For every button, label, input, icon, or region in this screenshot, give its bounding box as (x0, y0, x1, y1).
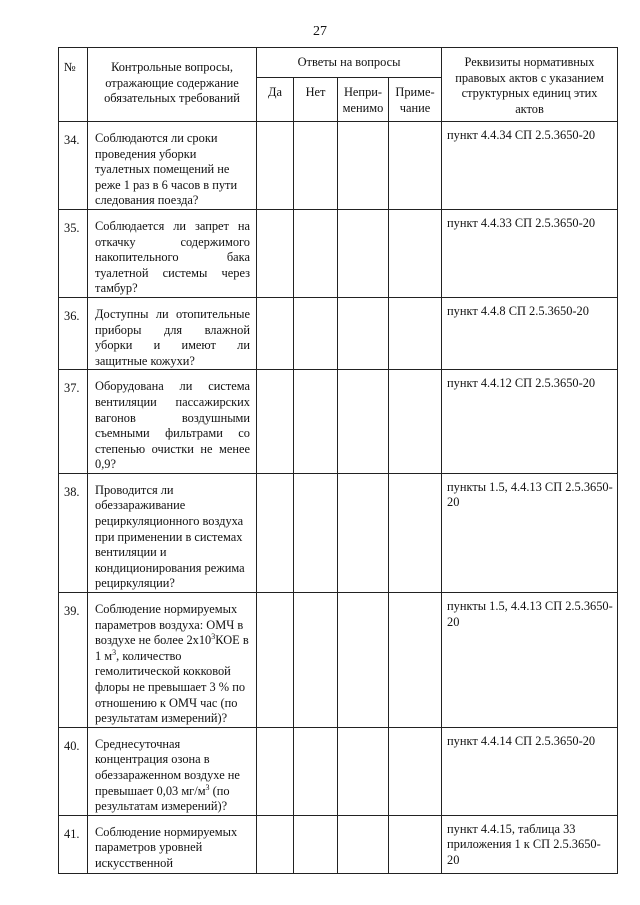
answer-no-cell[interactable] (294, 473, 338, 592)
header-not-applicable: Непри-менимо (338, 78, 389, 122)
row-number: 41. (59, 815, 88, 873)
answer-yes-cell[interactable] (257, 370, 294, 474)
row-reference: пункт 4.4.14 СП 2.5.3650-20 (442, 727, 618, 815)
row-question: Соблюдаются ли сроки проведения уборки туалетных помещений не реже 1 раз в 6 часов в пути следования поезда? (88, 122, 257, 210)
answer-note-cell[interactable] (389, 593, 442, 728)
table-row (59, 297, 618, 369)
row-reference: пункт 4.4.8 СП 2.5.3650-20 (442, 297, 618, 369)
row-number: 40. (59, 727, 88, 815)
header-note: Приме-чание (389, 78, 442, 122)
answer-yes-cell[interactable] (257, 209, 294, 297)
row-number: 37. (59, 370, 88, 474)
answer-na-cell[interactable] (338, 593, 389, 728)
answer-no-cell[interactable] (294, 370, 338, 474)
answer-na-cell[interactable] (338, 122, 389, 210)
answer-note-cell[interactable] (389, 473, 442, 592)
answer-note-cell[interactable] (389, 727, 442, 815)
answer-note-cell[interactable] (389, 297, 442, 369)
header-number: № (59, 48, 88, 122)
header-no: Нет (294, 78, 338, 122)
row-number: 38. (59, 473, 88, 592)
answer-no-cell[interactable] (294, 209, 338, 297)
answer-no-cell[interactable] (294, 297, 338, 369)
answer-na-cell[interactable] (338, 815, 389, 873)
answer-note-cell[interactable] (389, 815, 442, 873)
page-number: 27 (313, 24, 327, 39)
answer-na-cell[interactable] (338, 727, 389, 815)
answer-note-cell[interactable] (389, 370, 442, 474)
table-row (59, 727, 618, 815)
answer-yes-cell[interactable] (257, 297, 294, 369)
row-question: Среднесуточная концентрация озона в обеззараженном воздухе не превышает 0,03 $мг/м^3$ (по результатам измерений)? (88, 727, 257, 815)
row-reference: пункт 4.4.12 СП 2.5.3650-20 (442, 370, 618, 474)
answer-note-cell[interactable] (389, 209, 442, 297)
header-question: Контрольные вопросы, отражающие содержание обязательных требований (88, 48, 257, 122)
table-row (59, 815, 618, 873)
header-yes: Да (257, 78, 294, 122)
answer-na-cell[interactable] (338, 370, 389, 474)
row-question: Проводится ли обеззараживание рециркуляционного воздуха при применении в системах вентиляции и кондиционирования режима рециркуляции? (88, 473, 257, 592)
answer-na-cell[interactable] (338, 473, 389, 592)
answer-yes-cell[interactable] (257, 815, 294, 873)
row-number: 36. (59, 297, 88, 369)
row-reference: пункты 1.5, 4.4.13 СП 2.5.3650-20 (442, 593, 618, 728)
row-question: Соблюдается ли запрет на откачку содержимого накопительного бака туалетной системы через тамбур? (88, 209, 257, 297)
row-reference: пункт 4.4.33 СП 2.5.3650-20 (442, 209, 618, 297)
row-reference: пункты 1.5, 4.4.13 СП 2.5.3650-20 (442, 473, 618, 592)
answer-note-cell[interactable] (389, 122, 442, 210)
row-question: Соблюдение нормируемых параметров уровней искусственной (88, 815, 257, 873)
table-row (59, 122, 618, 210)
answer-na-cell[interactable] (338, 297, 389, 369)
row-number: 35. (59, 209, 88, 297)
row-number: 34. (59, 122, 88, 210)
row-reference: пункт 4.4.15, таблица 33 приложения 1 к СП 2.5.3650-20 (442, 815, 618, 873)
row-question: Оборудована ли система вентиляции пассажирских вагонов воздушными съемными фильтрами со степенью очистки не менее 0,9? (88, 370, 257, 474)
checklist-table (58, 47, 618, 874)
answer-yes-cell[interactable] (257, 122, 294, 210)
header-answers: Ответы на вопросы (257, 48, 442, 78)
table-row (59, 209, 618, 297)
answer-yes-cell[interactable] (257, 473, 294, 592)
answer-no-cell[interactable] (294, 727, 338, 815)
answer-na-cell[interactable] (338, 209, 389, 297)
answer-yes-cell[interactable] (257, 593, 294, 728)
row-reference: пункт 4.4.34 СП 2.5.3650-20 (442, 122, 618, 210)
answer-no-cell[interactable] (294, 815, 338, 873)
table-row (59, 473, 618, 592)
row-question: Соблюдение нормируемых параметров воздуха: ОМЧ в воздухе не более $2х10^3КОЕ$ в 1 $м^3$, количество гемолитической кокковой флоры не превышает 3 % по отношению к ОМЧ час (по результатам измерений)? (88, 593, 257, 728)
answer-no-cell[interactable] (294, 122, 338, 210)
row-question: Доступны ли отопительные приборы для влажной уборки и имеют ли защитные кожухи? (88, 297, 257, 369)
header-reference: Реквизиты нормативных правовых актов с указанием структурных единиц этих актов (442, 48, 618, 122)
answer-no-cell[interactable] (294, 593, 338, 728)
table-row (59, 593, 618, 728)
answer-yes-cell[interactable] (257, 727, 294, 815)
row-number: 39. (59, 593, 88, 728)
table-row (59, 370, 618, 474)
